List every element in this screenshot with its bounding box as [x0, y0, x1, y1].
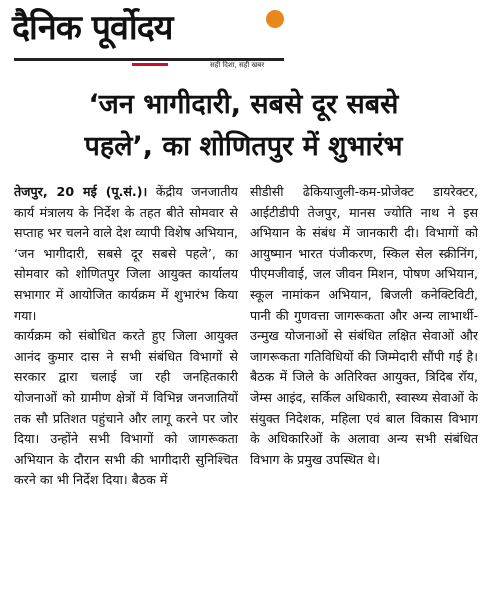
article-paragraph-1 — [14, 182, 238, 326]
article-paragraph-3: सीडीसी ढेकियाजुली-कम-प्रोजेक्ट डायरेक्टर, आईटीडीपी तेजपुर, मानस ज्योति नाथ ने इस अभियान के संबंध में जानकारी दी। विभागों को आयुष्मान भारत पंजीकरण, स्किल सेल स्क्रीनिंग, पीएमजीवाई, जल जीवन मिशन, पोषण अभियान, स्कूल नामांकन अभियान, बिजली कनेक्टिविटी, पानी की गुणवत्ता जागरूकता और अन्य लाभार्थी-उन्मुख योजनाओं से संबंधित लक्षित सेवाओं और जागरूकता गतिविधियों की जिम्मेदारी सौंपी गई है। बैठक में जिले के अतिरिक्त आयुक्त, त्रिदिब रॉय, जेम्स आइंद, सर्किल अधिकारी, स्वास्थ्य सेवाओं के संयुक्त निदेशक, महिला एवं बाल विकास विभाग के अधिकारिओं के अलावा अन्य सभी संबंधित विभाग के प्रमुख उपस्थित थे। — [250, 184, 478, 467]
article-column-right — [250, 182, 478, 602]
masthead-tagline: सही दिशा, सही खबर — [210, 61, 265, 69]
headline-line-1: ‘जन भागीदारी, सबसे दूर सबसे — [88, 89, 399, 120]
article-column-left — [14, 182, 238, 602]
newspaper-logo-title: दैनिक पूर्वोदय — [12, 8, 173, 48]
article-headline — [0, 84, 487, 168]
article-paragraph-1-body: केंद्रीय जनजातीय कार्य मंत्रालय के निर्देश के तहत बीते सोमवार से सप्ताह भर चलने वाले देश व्यापी विशेष अभियान, ‘जन भागीदारी, सबसे दूर सबसे पहले’, का सोमवार को शोणितपुर जिला आयुक्त कार्यालय सभागार में आयोजित कार्यक्रम में शुभारंभ किया गया। — [14, 184, 238, 323]
masthead-red-mark — [132, 63, 168, 66]
headline-line-2: पहले’, का शोणितपुर में शुभारंभ — [84, 131, 403, 162]
article-paragraph-2: कार्यक्रम को संबोधित करते हुए जिला आयुक्त आनंद कुमार दास ने सभी संबंधित विभागों से सरकार द्वारा चलाई जा रही जनहितकारी योजनाओं को ग्रामीण क्षेत्रों में विभिन्न जनजातियों तक सौ प्रतिशत पहुंचाने और लागू करने पर जोर दिया। उन्होंने सभी विभागों को जागरूकता अभियान के दौरान सभी की भागीदारी सुनिश्चित करने का भी निर्देश दिया। बैठक में — [14, 328, 238, 488]
sun-logo-icon — [266, 10, 284, 28]
masthead — [12, 6, 282, 68]
article-dateline: तेजपुर, 20 मई (पू.सं.)। — [14, 184, 148, 199]
